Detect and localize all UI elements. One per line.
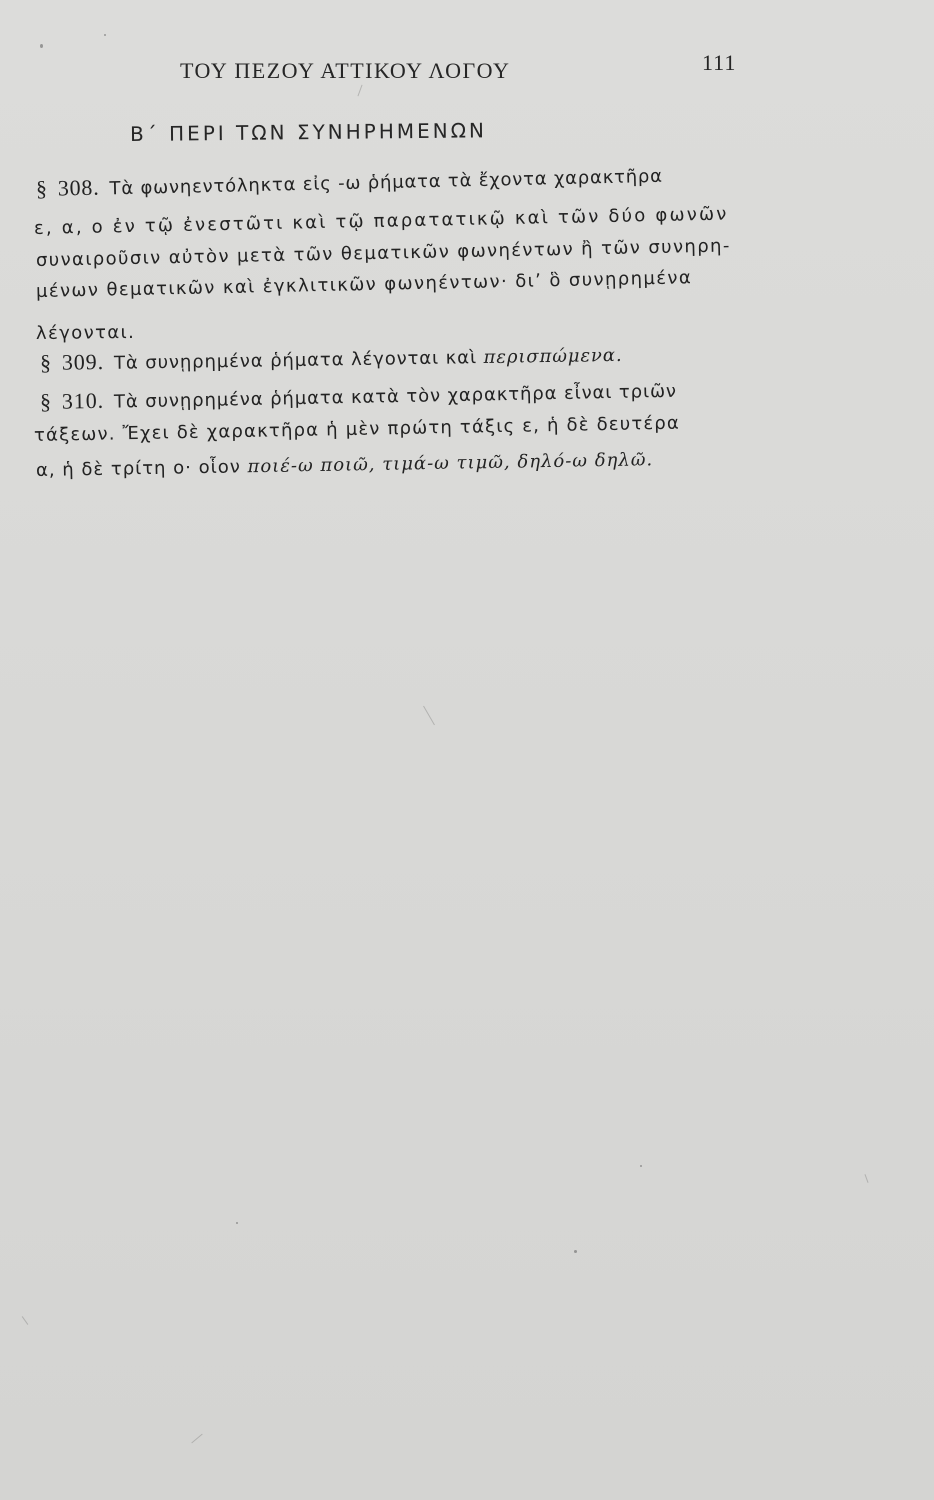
paragraph-text: Τὰ φωνηεντόληκτα εἰς -ω ῥήματα τὰ ἔχοντα χαρακτῆρα: [109, 165, 664, 200]
scan-scratch: [22, 1316, 29, 1325]
scan-scratch: [864, 1174, 868, 1183]
scan-scratch: [191, 1434, 202, 1444]
paragraph-308-line-5: λέγονται.: [35, 321, 136, 344]
paragraph-310-line-2: τάξεων. Ἔχει δὲ χαρακτῆρα ἡ μὲν πρώτη τάξις ε, ἡ δὲ δευτέρα: [33, 412, 681, 446]
paragraph-310-line-1: [40, 377, 677, 415]
scan-speck: [640, 1165, 642, 1167]
paragraph-italic-examples: ποιέ-ω ποιῶ, τιμά-ω τιμῶ, δηλό-ω δηλῶ.: [247, 449, 654, 478]
section-sign: §: [39, 349, 53, 375]
paragraph-text: Τὰ συνῃρημένα ῥήματα κατὰ τὸν χαρακτῆρα εἶναι τριῶν: [113, 380, 678, 413]
paragraph-number: 310.: [61, 387, 105, 414]
paragraph-308-line-3: συναιροῦσιν αὐτὸν μετὰ τῶν θεματικῶν φωνηέντων ἢ τῶν συνηρη-: [35, 235, 731, 271]
scan-speck: [104, 34, 106, 36]
paragraph-text: Τὰ συνῃρημένα ῥήματα λέγονται καὶ: [113, 347, 484, 374]
paragraph-308-line-1: [36, 162, 663, 202]
section-sign: §: [39, 388, 53, 414]
paragraph-italic-term: περισπώμενα.: [483, 344, 623, 369]
paragraph-number: 309.: [61, 348, 105, 375]
paragraph-number: 308.: [57, 174, 100, 201]
paragraph-310-line-3: [36, 449, 654, 481]
scan-scratch: [423, 706, 435, 726]
scan-speck: [574, 1250, 577, 1253]
page-number: 111: [702, 50, 737, 75]
section-sign: §: [35, 175, 49, 201]
scan-speck: [40, 44, 43, 48]
scan-speck: [236, 1222, 238, 1224]
paragraph-309: [40, 341, 623, 376]
paragraph-308-line-2: ε, α, ο ἐν τῷ ἐνεστῶτι καὶ τῷ παρατατικῷ καὶ τῶν δύο φωνῶν: [33, 203, 729, 239]
paragraph-text: α, ἡ δὲ τρίτη ο· οἷον: [35, 456, 248, 481]
paragraph-308-line-4: μένων θεματικῶν καὶ ἐγκλιτικῶν φωνηέντων· διʼ ὃ συνῃρημένα: [35, 267, 693, 302]
scan-scratch: [357, 85, 362, 97]
running-title: ΤΟΥ ΠΕΖΟΥ ΑΤΤΙΚΟΥ ΛΟΓΟΥ: [180, 58, 511, 83]
section-title: Β΄ ΠΕΡΙ ΤΩΝ ΣΥΝΗΡΗΜΕΝΩΝ: [129, 118, 488, 146]
